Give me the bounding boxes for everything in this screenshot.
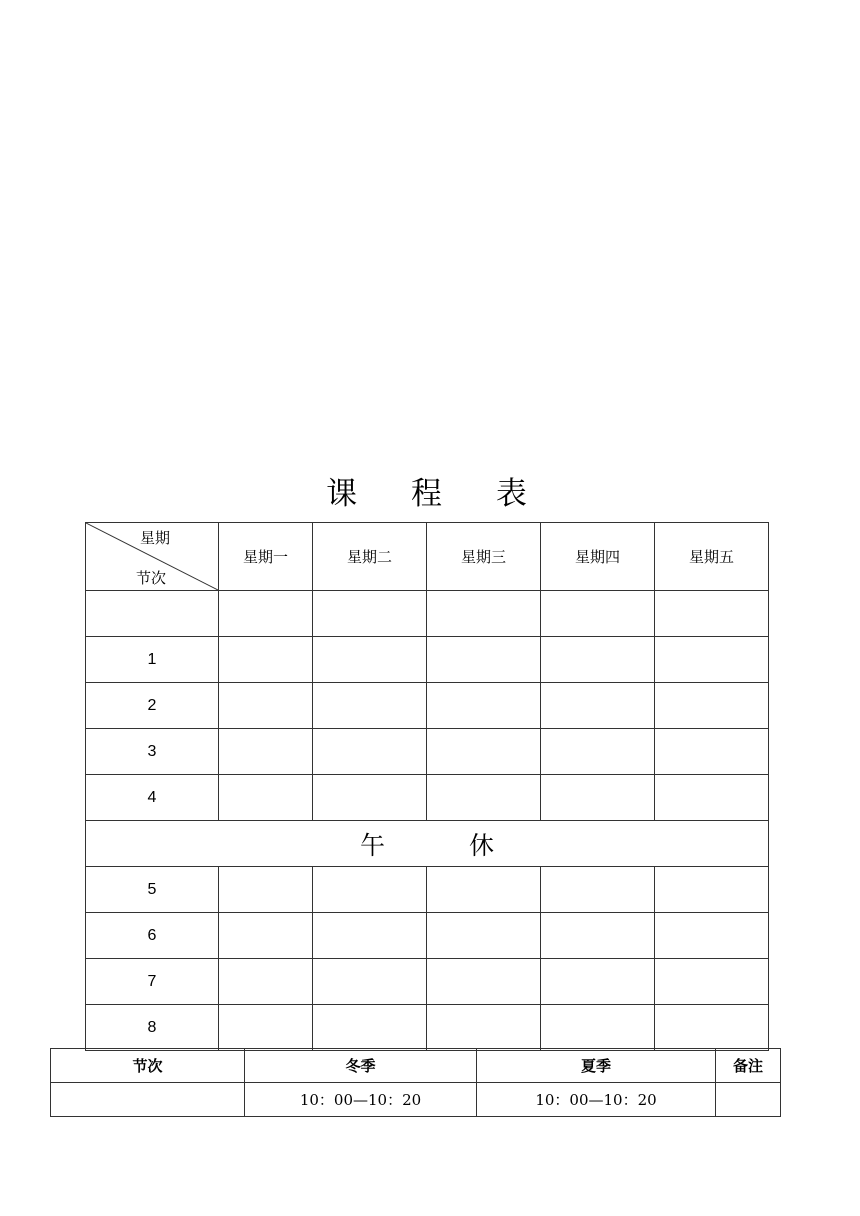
schedule-cell[interactable] bbox=[313, 637, 427, 683]
break-times-table bbox=[50, 1048, 781, 1117]
schedule-cell[interactable] bbox=[313, 775, 427, 821]
schedule-cell[interactable] bbox=[655, 1005, 769, 1051]
schedule-cell[interactable] bbox=[313, 591, 427, 637]
schedule-cell[interactable] bbox=[313, 913, 427, 959]
schedule-cell[interactable] bbox=[313, 729, 427, 775]
schedule-cell[interactable] bbox=[219, 913, 313, 959]
schedule-cell[interactable] bbox=[541, 1005, 655, 1051]
schedule-cell[interactable] bbox=[541, 591, 655, 637]
schedule-cell[interactable] bbox=[427, 683, 541, 729]
schedule-cell[interactable] bbox=[427, 1005, 541, 1051]
table-row bbox=[86, 1005, 769, 1051]
table-row bbox=[86, 913, 769, 959]
day-header: 星期二 bbox=[313, 523, 427, 591]
schedule-cell[interactable] bbox=[313, 867, 427, 913]
schedule-cell[interactable] bbox=[219, 637, 313, 683]
schedule-cell[interactable] bbox=[427, 729, 541, 775]
table-row bbox=[86, 867, 769, 913]
table-row bbox=[86, 683, 769, 729]
schedule-cell[interactable] bbox=[427, 867, 541, 913]
lunch-break-row bbox=[86, 821, 769, 867]
schedule-cell[interactable] bbox=[541, 959, 655, 1005]
schedule-cell[interactable] bbox=[655, 637, 769, 683]
period-label: 1 bbox=[86, 637, 219, 683]
period-label: 3 bbox=[86, 729, 219, 775]
schedule-cell[interactable] bbox=[541, 867, 655, 913]
schedule-cell[interactable] bbox=[313, 1005, 427, 1051]
period-label: 2 bbox=[86, 683, 219, 729]
day-header: 星期一 bbox=[219, 523, 313, 591]
schedule-cell[interactable] bbox=[655, 867, 769, 913]
remarks-cell[interactable] bbox=[716, 1083, 781, 1117]
column-header-remarks: 备注 bbox=[716, 1049, 781, 1083]
column-header-winter: 冬季 bbox=[245, 1049, 477, 1083]
corner-label-period: 节次 bbox=[136, 569, 167, 587]
corner-label-weekday: 星期 bbox=[139, 529, 170, 547]
table-row bbox=[86, 591, 769, 637]
table-row bbox=[86, 775, 769, 821]
column-header-summer: 夏季 bbox=[477, 1049, 716, 1083]
winter-time-cell: 10：00—10：20 bbox=[245, 1083, 477, 1117]
period-label: 8 bbox=[86, 1005, 219, 1051]
schedule-cell[interactable] bbox=[219, 775, 313, 821]
period-label bbox=[86, 591, 219, 637]
schedule-cell[interactable] bbox=[541, 775, 655, 821]
period-label: 5 bbox=[86, 867, 219, 913]
header-row bbox=[86, 523, 769, 591]
schedule-cell[interactable] bbox=[427, 913, 541, 959]
table-row bbox=[86, 637, 769, 683]
schedule-cell[interactable] bbox=[541, 729, 655, 775]
period-label: 4 bbox=[86, 775, 219, 821]
table-row bbox=[51, 1083, 781, 1117]
schedule-cell[interactable] bbox=[219, 867, 313, 913]
schedule-cell[interactable] bbox=[541, 913, 655, 959]
schedule-cell[interactable] bbox=[427, 959, 541, 1005]
page-title: 课 程 表 bbox=[326, 476, 549, 512]
table-row bbox=[86, 959, 769, 1005]
table-row bbox=[86, 729, 769, 775]
day-header: 星期五 bbox=[655, 523, 769, 591]
period-label: 7 bbox=[86, 959, 219, 1005]
corner-header-cell bbox=[86, 523, 219, 591]
day-header: 星期三 bbox=[427, 523, 541, 591]
schedule-cell[interactable] bbox=[219, 591, 313, 637]
schedule-cell[interactable] bbox=[655, 775, 769, 821]
schedule-cell[interactable] bbox=[427, 637, 541, 683]
schedule-cell[interactable] bbox=[219, 959, 313, 1005]
schedule-table bbox=[85, 522, 769, 1051]
schedule-cell[interactable] bbox=[655, 729, 769, 775]
schedule-cell[interactable] bbox=[541, 683, 655, 729]
schedule-cell[interactable] bbox=[219, 729, 313, 775]
summer-time-cell: 10：00—10：20 bbox=[477, 1083, 716, 1117]
schedule-cell[interactable] bbox=[655, 591, 769, 637]
schedule-cell[interactable] bbox=[655, 913, 769, 959]
schedule-cell[interactable] bbox=[427, 591, 541, 637]
schedule-cell[interactable] bbox=[219, 683, 313, 729]
day-header: 星期四 bbox=[541, 523, 655, 591]
lunch-break-label: 午休 bbox=[86, 821, 769, 867]
schedule-cell[interactable] bbox=[427, 775, 541, 821]
period-label: 6 bbox=[86, 913, 219, 959]
column-header-period: 节次 bbox=[51, 1049, 245, 1083]
schedule-cell[interactable] bbox=[655, 683, 769, 729]
period-cell[interactable] bbox=[51, 1083, 245, 1117]
times-header-row bbox=[51, 1049, 781, 1083]
schedule-cell[interactable] bbox=[655, 959, 769, 1005]
schedule-cell[interactable] bbox=[313, 959, 427, 1005]
schedule-cell[interactable] bbox=[313, 683, 427, 729]
schedule-cell[interactable] bbox=[541, 637, 655, 683]
schedule-cell[interactable] bbox=[219, 1005, 313, 1051]
